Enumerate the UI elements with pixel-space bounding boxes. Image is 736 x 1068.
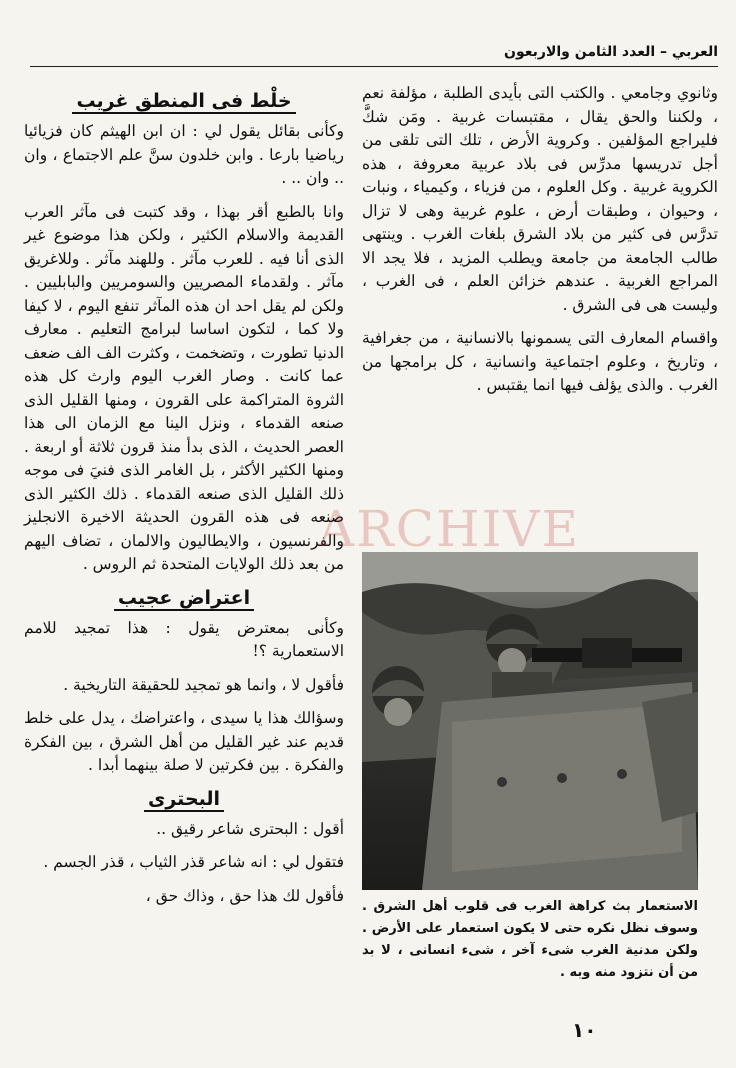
photo-caption: الاستعمار بث كراهة الغرب فى قلوب أهل الشرق . وسوف نظل نكره حتى لا يكون استعمار على الأرض . ولكن مدنية الغرب شىء آخر ، شىء انسانى ، لا بد من أن نتزود منه وبه . (362, 899, 698, 980)
paragraph: فأقول لك هذا حق ، وذاك حق ، (145, 886, 344, 905)
section-heading-khalt: خلْط فى المنطق غريب (24, 90, 344, 112)
archive-watermark: ARCHIVE (318, 500, 580, 558)
paragraph: وانا بالطبع أقر بهذا ، وقد كتبت فى مآثر العرب القديمة والاسلام الكثير ، ولكن هذا موضوع غير الذى أنا فيه . للعرب مآثر . وللهند مآثر . وللاغريق مآثر . ولقدماء المصريين والسومريين والبابليين . ولكن لم يقل احد ان هذه المآثر تنفع اليوم ، لا كيفا ولا كما ، لتكون اساسا لبرامج التعليم . معارف الدنيا تطورت ، وتضخمت ، وكثرت الف الف ضعف عما كانت . وصار الغرب اليوم وارث كل هذه الثروة المتراكمة على القرون ، ومنها القليل الذى صنعه القدماء ، ونزل الينا مع الزمان الى هذا العصر الحديث ، الذى بدأ منذ قرون ثلاثة أو اربعة . ومنها الكثير الأكثر ، بل الغامر الذى فنيَ فى موجه ذلك القليل الذى صنعه القدماء . ذلك الكثير الذى صنعه فى هذه القرون الحديثة الاخيرة الانجليز والفرنسيون ، والايطاليون والالمان ، تضاف اليهم من بعد ذلك الولايات المتحدة ثم الروس . (24, 202, 344, 573)
right-paragraph-1: وثانوي وجامعي . والكتب التى بأيدى الطلبة ، مؤلفة نعم ، ولكننا والحق يقال ، مقتبسات غربية . ومَن شكَّ فليراجع المؤلفين . وكروية الأرض ، تلك التى تلقى من أجل تدريسها مدرِّس فى بلاد عربية معروفة ، هذه الكروية غربية . وكل العلوم ، من فزياء ، وكيمياء ، ونبات ، وحيوان ، وطبقات أرض ، علوم غربية وهى لا تزال تدرَّس فى كثير من بلاد الشرق بلغات الغرب . وينتهى طالب الجامعة من جامعة ويطلب المزيد ، فلا يجد الا المراجع الغربية . عندهم خزائن العلم ، فى الغرب ، وليست هى فى الشرق . (362, 84, 718, 314)
right-paragraph-2: واقسام المعارف التى يسمونها بالانسانية ، من جغرافية ، وتاريخ ، وعلوم اجتماعية وانسانية ، كل برامجها من الغرب . والذى يؤلف فيها انما يقتبس . (362, 329, 718, 394)
running-header: العربي – العدد الثامن والاربعون (504, 44, 718, 60)
paragraph: وكأنى بمعترض يقول : هذا تمجيد للامم الاستعمارية ؟! (24, 618, 344, 660)
soldiers-machine-gun-photo (362, 552, 698, 890)
paragraph: أقول : البحترى شاعر رقيق .. (156, 819, 344, 838)
paragraph: وكأنى بقائل يقول لي : ان ابن الهيثم كان فزيائيا رياضيا بارعا . وابن خلدون سنَّ علم الاجتماع ، وان .. وان .. . (24, 122, 344, 187)
left-column (24, 82, 344, 1002)
page-number: ١٠ (572, 1018, 597, 1042)
section-heading-objection: اعتراض عجيب (24, 587, 344, 609)
right-column (362, 82, 718, 522)
paragraph: فتقول لي : انه شاعر قذر الثياب ، قذر الجسم . (43, 853, 344, 871)
paragraph: فأقول لا ، وانما هو تمجيد للحقيقة التاريخية . (63, 675, 344, 694)
section-heading-buhturi: البحترى (24, 788, 344, 810)
paragraph: وسؤالك هذا يا سيدى ، واعتراضك ، يدل على خلط قديم عند غير القليل من أهل الشرق ، بين الفكرة والفكرة . بين فكرتين لا صلة بينهما أبدا . (24, 709, 344, 774)
header-rule (30, 66, 718, 67)
